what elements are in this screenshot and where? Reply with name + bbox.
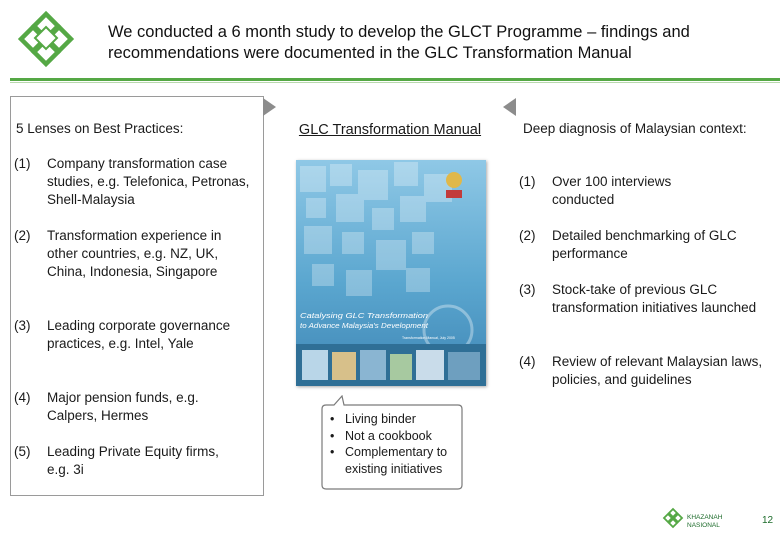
list-item: [519, 173, 719, 209]
best-practices-heading: 5 Lenses on Best Practices:: [16, 121, 184, 136]
item-number: (3): [519, 282, 536, 297]
malaysian-context-panel: [516, 96, 780, 494]
arrow-left-icon: [503, 98, 516, 116]
list-item: [14, 443, 234, 479]
item-text: Major pension funds, e.g. Calpers, Hermes: [47, 390, 199, 423]
manual-cover-image: [296, 160, 486, 386]
list-item: [14, 389, 234, 425]
item-text: Leading Private Equity firms, e.g. 3i: [47, 444, 219, 477]
svg-text:Transformation Manual, July 20: Transformation Manual, July 2005: [402, 336, 455, 340]
arrow-right-icon: [263, 98, 276, 116]
item-text: Detailed benchmarking of GLC performance: [552, 228, 737, 261]
svg-text:Catalysing GLC Transformation: Catalysing GLC Transformation: [300, 311, 428, 320]
item-text: Review of relevant Malaysian laws, policies, and guidelines: [552, 354, 763, 387]
item-text: Company transformation case studies, e.g. Telefonica, Petronas, Shell-Malaysia: [47, 156, 250, 207]
svg-text:to Advance Malaysia's Developm: to Advance Malaysia's Development: [300, 321, 429, 330]
list-item: [519, 281, 769, 317]
list-item: [14, 227, 234, 281]
context-heading: Deep diagnosis of Malaysian context:: [523, 121, 747, 136]
khazanah-mark-icon: [664, 509, 682, 527]
item-text: Over 100 interviews conducted: [552, 174, 672, 207]
bullet-text: Living binder: [345, 412, 416, 426]
item-number: (2): [14, 228, 31, 243]
brand-line-1: KHAZANAH: [687, 514, 723, 521]
footer-logo: [662, 507, 736, 533]
bullet-text: Not a cookbook: [345, 428, 432, 443]
list-item: • Living binder: [330, 412, 416, 426]
item-number: (3): [14, 318, 31, 333]
title-divider: [10, 78, 780, 81]
manual-features-list: [330, 411, 470, 477]
khazanah-logo-icon: [18, 10, 74, 68]
bullet-text: Complementary to existing initiatives: [345, 445, 448, 476]
list-item: [14, 155, 259, 209]
list-item: [14, 317, 264, 353]
item-text: Stock-take of previous GLC transformation initiatives launched: [552, 282, 757, 315]
item-number: (1): [519, 174, 536, 189]
list-item: • Not a cookbook: [330, 428, 432, 443]
best-practices-panel: [10, 96, 264, 496]
list-item: [519, 227, 769, 263]
item-text: Transformation experience in other countries, e.g. NZ, UK, China, Indonesia, Singapore: [47, 228, 222, 279]
page-number: 12: [762, 515, 774, 526]
brand-line-2: NASIONAL: [687, 522, 720, 529]
list-item: [519, 353, 769, 389]
item-text: Leading corporate governance practices, e.g. Intel, Yale: [47, 318, 231, 351]
item-number: (4): [14, 390, 31, 405]
page-title: We conducted a 6 month study to develop the GLCT Programme – findings and recommendations were documented in the GLC Transformation Manual: [108, 23, 690, 62]
list-item: • Complementary to existing initiatives: [330, 445, 448, 476]
item-number: (4): [519, 354, 536, 369]
title-divider-thin: [10, 82, 780, 83]
item-number: (2): [519, 228, 536, 243]
item-number: (5): [14, 444, 31, 459]
item-number: (1): [14, 156, 31, 171]
manual-title: GLC Transformation Manual: [298, 122, 482, 138]
